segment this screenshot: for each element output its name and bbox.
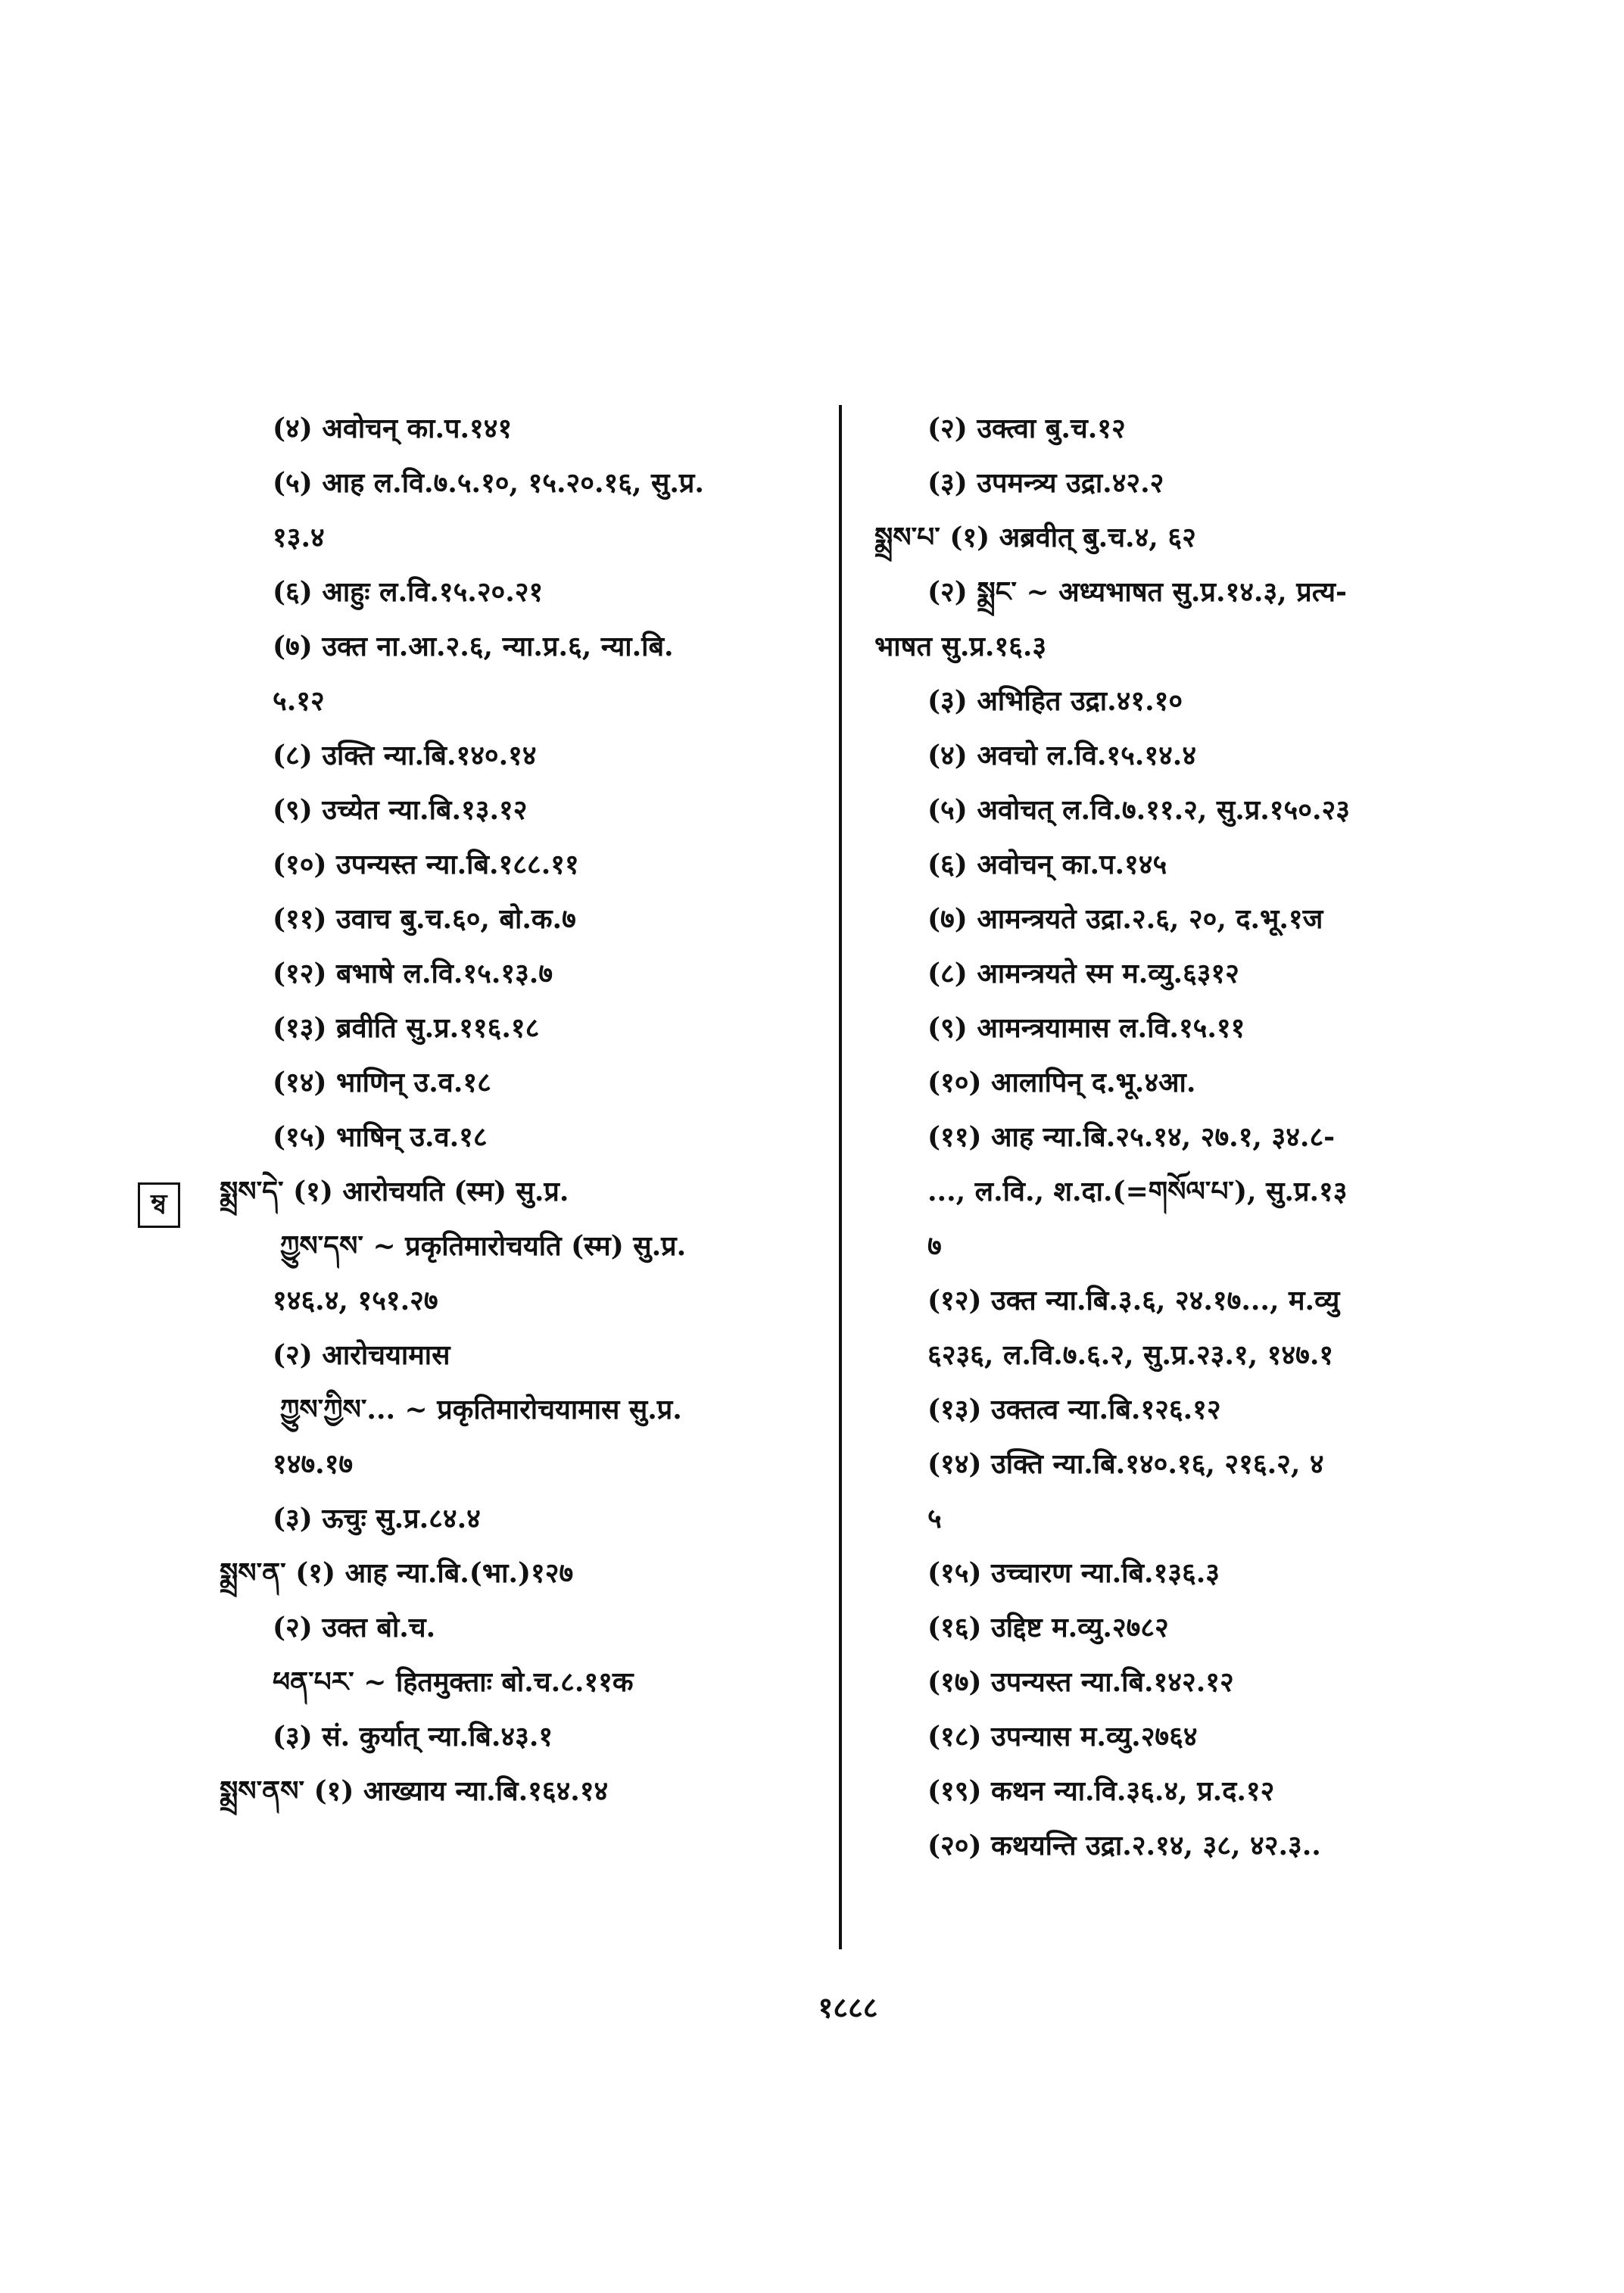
entry-line: (५) आह ल.वि.७.५.१०, १५.२०.१६, सु.प्र. bbox=[273, 467, 704, 499]
section-tab-icon: ম্ব bbox=[138, 1182, 180, 1228]
entry-line: (३) उपमन्त्र्य उद्रा.४२.२ bbox=[927, 467, 1164, 499]
entry-line: (१०) उपन्यस्त न्या.बि.१८८.११ bbox=[273, 849, 579, 880]
entry-line: (३) अभिहित उद्रा.४१.१० bbox=[927, 685, 1183, 717]
entry-line: (२) आरोचयामास bbox=[273, 1339, 450, 1371]
entry-line: (१२) उक्त न्या.बि.३.६, २४.१७..., म.व्यु bbox=[927, 1285, 1340, 1316]
entry-line: १३.४ bbox=[273, 522, 325, 553]
entry-line: (११) आह न्या.बि.२५.१४, २७.१, ३४.८- bbox=[927, 1121, 1336, 1153]
entry-line: (३) ऊचुः सु.प्र.८४.४ bbox=[273, 1503, 481, 1534]
entry-line: (६) अवोचन् का.प.१४५ bbox=[927, 849, 1167, 880]
entry-line: ५.१२ bbox=[273, 685, 325, 717]
entry-line: (११) उवाच बु.च.६०, बो.क.७ bbox=[273, 903, 576, 935]
entry-line: ཀྱུས་དས་ ~ प्रकृतिमारोचयति (स्म) सु.प्र. bbox=[280, 1230, 687, 1262]
entry-line: (२) उक्त्वा बु.च.१२ bbox=[927, 413, 1126, 444]
entry-line: ཕན་པར་ ~ हितमुक्ताः बो.च.८.११क bbox=[273, 1666, 634, 1698]
left-column bbox=[220, 401, 825, 1818]
headword-entry: སྨྲས་ན་ (१) आह न्या.बि.(भा.)१२७ bbox=[220, 1557, 574, 1589]
right-column bbox=[874, 401, 1495, 1873]
headword-entry: སྨྲས་པ་ (१) अब्रवीत् बु.च.४, ६२ bbox=[874, 522, 1196, 553]
entry-line: १४७.१७ bbox=[273, 1448, 354, 1480]
entry-line: ཀྱུས་ཀྱིས་... ~ प्रकृतिमारोचयामास सु.प्र. bbox=[280, 1394, 682, 1425]
entry-line: (४) अवचो ल.वि.१५.१४.४ bbox=[927, 740, 1197, 771]
headword-entry: སྨྲས་དེ་ (१) आरोचयति (स्म) सु.प्र. bbox=[220, 1176, 569, 1207]
entry-line: (८) उक्ति न्या.बि.१४०.१४ bbox=[273, 740, 537, 771]
entry-line: (१०) आलापिन् द.भू.४आ. bbox=[927, 1067, 1196, 1098]
entry-line: (१३) उक्तत्व न्या.बि.१२६.१२ bbox=[927, 1394, 1221, 1425]
entry-line: (८) आमन्त्रयते स्म म.व्यु.६३१२ bbox=[927, 958, 1239, 989]
entry-line: ..., ल.वि., श.दा.(=གསོལ་པ་), सु.प्र.१३ bbox=[927, 1176, 1348, 1207]
entry-line: (१६) उद्दिष्ट म.व्यु.२७८२ bbox=[927, 1612, 1169, 1643]
entry-line: (१८) उपन्यास म.व्यु.२७६४ bbox=[927, 1721, 1198, 1752]
entry-line: (१९) कथन न्या.वि.३६.४, प्र.द.१२ bbox=[927, 1775, 1275, 1807]
entry-line: (२) སྨྲང་ ~ अध्यभाषत सु.प्र.१४.३, प्रत्य- bbox=[927, 576, 1347, 608]
entry-line: (३) सं. कुर्यात् न्या.बि.४३.१ bbox=[273, 1721, 553, 1752]
entry-line: (६) आहुः ल.वि.१५.२०.२१ bbox=[273, 576, 544, 608]
headword-entry: भाषत सु.प्र.१६.३ bbox=[874, 631, 1047, 662]
entry-line: (१४) उक्ति न्या.बि.१४०.१६, २१६.२, ४ bbox=[927, 1448, 1324, 1480]
entry-line: (७) आमन्त्रयते उद्रा.२.६, २०, द.भू.१ज bbox=[927, 903, 1323, 935]
entry-line: (१४) भाणिन् उ.व.१८ bbox=[273, 1067, 491, 1098]
entry-line: (१५) उच्चारण न्या.बि.१३६.३ bbox=[927, 1557, 1220, 1589]
entry-line: १४६.४, १५१.२७ bbox=[273, 1285, 438, 1316]
entry-line: (२०) कथयन्ति उद्रा.२.१४, ३८, ४२.३.. bbox=[927, 1830, 1321, 1862]
entry-line: (९) उच्येत न्या.बि.१३.१२ bbox=[273, 794, 528, 826]
entry-line: (१७) उपन्यस्त न्या.बि.१४२.१२ bbox=[927, 1666, 1234, 1698]
entry-line: (९) आमन्त्रयामास ल.वि.१५.११ bbox=[927, 1012, 1245, 1044]
entry-line: (५) अवोचत् ल.वि.७.११.२, सु.प्र.१५०.२३ bbox=[927, 794, 1350, 826]
entry-line: (७) उक्त ना.आ.२.६, न्या.प्र.६, न्या.बि. bbox=[273, 631, 674, 662]
entry-line: (१५) भाषिन् उ.व.१८ bbox=[273, 1121, 488, 1153]
entry-line: (२) उक्त बो.च. bbox=[273, 1612, 436, 1643]
page-number: १८८८ bbox=[818, 1990, 878, 2024]
entry-line: ६२३६, ल.वि.७.६.२, सु.प्र.२३.१, १४७.१ bbox=[927, 1339, 1334, 1371]
entry-line: ५ bbox=[927, 1503, 942, 1534]
entry-line: (४) अवोचन् का.प.१४१ bbox=[273, 413, 513, 444]
entry-line: (१२) बभाषे ल.वि.१५.१३.७ bbox=[273, 958, 553, 989]
entry-line: ७ bbox=[927, 1230, 942, 1262]
entry-line: (१३) ब्रवीति सु.प्र.११६.१८ bbox=[273, 1012, 540, 1044]
headword-entry: སྨྲས་ནས་ (१) आख्याय न्या.बि.१६४.१४ bbox=[220, 1775, 609, 1807]
column-divider bbox=[839, 405, 842, 1949]
